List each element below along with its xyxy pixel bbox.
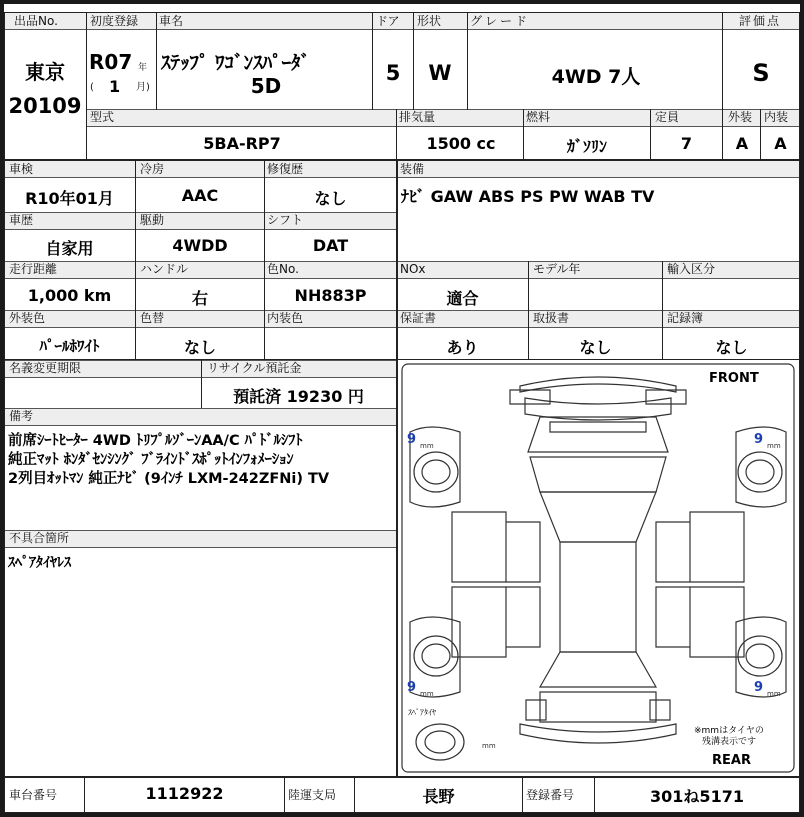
tread-note-line: 残溝表示です: [702, 737, 757, 747]
drive-type: 4WDD: [172, 236, 228, 255]
tire-front-left-inner: [422, 460, 450, 484]
tire-rear-right-inner: [746, 644, 774, 668]
mm-unit: mm: [482, 742, 496, 750]
capacity: 7: [680, 134, 693, 153]
warranty-label: 保証書: [400, 311, 437, 325]
rating: S: [752, 59, 770, 87]
displacement-label: 排気量: [399, 110, 436, 124]
reg-month: 1: [109, 77, 121, 96]
mm-unit: mm: [767, 442, 781, 450]
remarks-label: 備考: [9, 409, 34, 423]
remarks-line: 純正ﾏｯﾄ ﾎﾝﾀﾞｾﾝｼﾝｸﾞ ﾌﾞﾗｲﾝﾄﾞｽﾎﾟｯﾄｲﾝﾌｫﾒｰｼｮﾝ: [8, 452, 294, 468]
repair-history: なし: [314, 189, 347, 208]
tread-front-right: 9: [754, 432, 764, 447]
car-history: 自家用: [45, 239, 94, 258]
docs-label-strip: [397, 310, 800, 328]
exterior-grade: A: [735, 134, 749, 153]
mm-unit: mm: [420, 442, 434, 450]
mm-unit: mm: [767, 690, 781, 698]
equipment-list: ﾅﾋﾞ GAW ABS PS PW WAB TV: [401, 187, 655, 206]
mm-unit: mm: [420, 690, 434, 698]
color-change-label: 色替: [140, 311, 165, 325]
nox-label: NOx: [400, 262, 426, 276]
shift-label: シフト: [267, 213, 304, 227]
headlight-outline: [510, 390, 686, 404]
year-unit: 年: [138, 63, 148, 73]
fuel: ｶﾞｿﾘﾝ: [566, 137, 607, 156]
inspection-label: 車検: [9, 162, 34, 176]
recycle-label: リサイクル預託金: [207, 361, 302, 375]
spec-row1-strip: [4, 161, 396, 178]
nox-label-strip: [397, 261, 800, 279]
history-label: 車歴: [9, 213, 34, 227]
spec-row2-strip: [4, 212, 396, 230]
lot-no-label: 出品No.: [14, 14, 58, 28]
defects-label: 不具合箇所: [9, 531, 70, 545]
remarks-line: 2列目ｵｯﾄﾏﾝ 純正ﾅﾋﾞ (9ｲﾝﾁ LXM-242ZFNi) TV: [8, 471, 330, 487]
office-label: 陸運支局: [288, 788, 337, 802]
tire-rear-left-inner: [422, 644, 450, 668]
remarks-text: [8, 432, 394, 489]
model-year-label: モデル年: [533, 262, 581, 276]
exterior-label: 外装: [728, 110, 753, 124]
month-unit: 月): [136, 82, 150, 93]
car-name-label: 車名: [159, 14, 184, 28]
spec-row3-strip: [4, 261, 396, 279]
mileage: 1,000 km: [27, 286, 112, 305]
tire-front-right: [738, 452, 782, 492]
tread-rear-left: 9: [407, 680, 417, 695]
left-windows-outline: [506, 522, 540, 647]
tire-front-left: [414, 452, 458, 492]
diagram-frame: [402, 364, 794, 772]
steering-side: 右: [191, 289, 208, 308]
first-reg-label: 初度登録: [90, 14, 139, 28]
inspection: R10年01月: [25, 189, 114, 208]
front-roof-outline: [540, 492, 656, 542]
exterior-color: ﾊﾟｰﾙﾎﾜｲﾄ: [39, 337, 100, 355]
car-damage-diagram: [400, 362, 796, 774]
car-name-body: 5D: [250, 74, 282, 98]
color-change: なし: [183, 338, 216, 357]
drive-label: 駆動: [140, 213, 165, 227]
hood-line: [550, 422, 646, 432]
repair-label: 修復歴: [267, 162, 304, 176]
chassis-label: 車台番号: [9, 788, 58, 802]
warranty: あり: [446, 338, 479, 357]
record-label: 記録簿: [667, 311, 704, 325]
tire-rear-left: [414, 636, 458, 676]
shape-label: 形状: [417, 14, 442, 28]
interior-label: 内装: [764, 110, 789, 124]
color-number: NH883P: [294, 286, 367, 305]
door-label: ドア: [376, 14, 400, 28]
capacity-label: 定員: [655, 110, 680, 124]
rear-bumper-outline: [520, 724, 676, 743]
ext-color-label: 外装色: [9, 311, 46, 325]
shape: W: [428, 61, 452, 85]
tread-front-left: 9: [407, 432, 417, 447]
tread-rear-right: 9: [754, 680, 764, 695]
ac-label: 冷房: [140, 162, 165, 176]
recycle-deposit: 預託済 19230 円: [233, 387, 364, 406]
left-front-fender: [410, 427, 460, 507]
grade-label: グレード: [470, 14, 531, 28]
int-color-label: 内装色: [267, 311, 304, 325]
color-no-label: 色No.: [267, 262, 299, 276]
handle-label: ハンドル: [140, 262, 189, 276]
tread-note: [694, 726, 764, 748]
front-label: FRONT: [709, 371, 759, 386]
windshield-outline: [530, 457, 666, 492]
registration-number: 301ね5171: [650, 787, 744, 806]
model-code: 5BA-RP7: [203, 134, 281, 153]
tread-note-line: ※mmはタイヤの: [694, 726, 764, 736]
taillight-outline: [526, 700, 670, 720]
location: 東京: [25, 60, 65, 84]
spare-tire-label: ｽﾍﾟｱﾀｲﾔ: [408, 708, 436, 717]
nox-compliance: 適合: [446, 289, 479, 308]
lot-number: 20109: [8, 94, 82, 118]
rating-label: 評価点: [739, 14, 782, 28]
spec-row4-strip: [4, 310, 396, 328]
rear-label: REAR: [712, 753, 751, 768]
car-name: ｽﾃｯﾌﾟ ﾜｺﾞﾝｽﾊﾟｰﾀﾞ: [161, 52, 311, 74]
manual: なし: [579, 338, 612, 357]
model-label-strip: [86, 109, 800, 127]
reg-year: R07: [89, 50, 133, 74]
spare-tire: [416, 724, 464, 760]
spare-tire-inner: [425, 731, 455, 753]
shift-type: DAT: [312, 236, 349, 255]
manual-label: 取扱書: [533, 311, 570, 325]
rear-hatch-outline: [540, 692, 656, 722]
roof-outline: [560, 542, 636, 652]
fuel-label: 燃料: [526, 110, 551, 124]
transport-office: 長野: [422, 787, 455, 806]
rear-roof-outline: [540, 652, 656, 687]
record-book: なし: [715, 338, 748, 357]
interior-grade: A: [774, 134, 787, 153]
air-conditioner: AAC: [181, 186, 219, 205]
reg-no-label: 登録番号: [526, 788, 575, 802]
equipment-label: 装備: [400, 162, 425, 176]
mileage-label: 走行距離: [9, 262, 58, 276]
auction-sheet: [4, 4, 800, 813]
remarks-line: 前席ｼｰﾄﾋｰﾀｰ 4WD ﾄﾘﾌﾟﾙｿﾞｰﾝAA/C ﾊﾟﾄﾞﾙｼﾌﾄ: [8, 433, 303, 449]
model-label: 型式: [90, 110, 115, 124]
import-label: 輸入区分: [667, 262, 716, 276]
grade: 4WD 7人: [551, 66, 641, 88]
equipment-label-strip: [397, 161, 800, 178]
right-windows-outline: [656, 522, 690, 647]
doors: 5: [385, 61, 401, 85]
defects-value: ｽﾍﾟｱﾀｲﾔﾚｽ: [8, 555, 71, 571]
name-change-label: 名義変更期限: [9, 361, 82, 375]
chassis-number: 1112922: [145, 784, 224, 803]
remarks-label-strip: [4, 408, 396, 426]
tire-front-right-inner: [746, 460, 774, 484]
month-open: (: [90, 82, 94, 93]
displacement: 1500 cc: [426, 134, 496, 153]
